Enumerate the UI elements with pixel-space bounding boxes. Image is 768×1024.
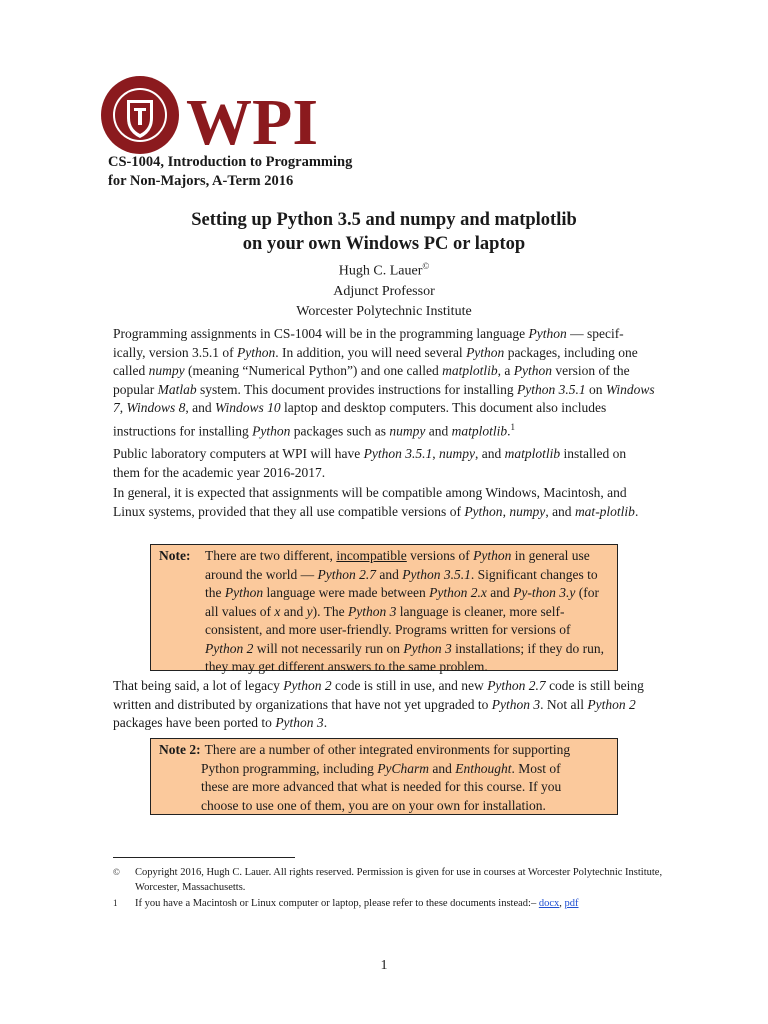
pdf-link[interactable]: pdf: [564, 898, 579, 909]
footnote-1: [113, 896, 673, 911]
author-role: Adjunct Professor: [333, 283, 435, 299]
footnote-mark: 1: [113, 898, 118, 908]
note-box-versions: [150, 544, 618, 674]
title-line-2: on your own Windows PC or laptop: [242, 234, 526, 254]
wpi-logo: [100, 74, 318, 159]
author-name: Hugh C. Lauer: [338, 263, 423, 279]
footnote-copyright: [113, 865, 673, 895]
paragraph-compatibility: In general, it is expected that assignments will be compatible among Windows, Macintosh, and Linux systems, provided that they all use compatible versions of Python, numpy, and mat-plotlib.: [113, 485, 639, 519]
footnote-text: If you have a Macintosh or Linux computer or laptop, please refer to these documents instead:– docx, pdf: [135, 898, 579, 909]
page-number: 1: [380, 958, 388, 973]
course-header: [108, 153, 352, 190]
paragraph-legacy: That being said, a lot of legacy Python 2 code is still in use, and new Python 2.7 code is still being written and distributed by organizations that have not yet upgraded to Python 3. Not all Python 2 packages have been ported to Python 3.: [113, 678, 644, 730]
note-box-ides: [150, 738, 618, 815]
footnote-separator: [113, 857, 295, 858]
author-block: [0, 256, 768, 322]
author-institution: Worcester Polytechnic Institute: [296, 303, 472, 319]
wpi-wordmark: WPI: [186, 86, 318, 159]
footnote-text: Copyright 2016, Hugh C. Lauer. All rights reserved. Permission is given for use in courses at Worcester Polytechnic Institute, Worcester, Massachusetts.: [135, 867, 663, 893]
paragraph-intro: Programming assignments in CS-1004 will be in the programming language Python — specif-ically, version 3.5.1 of Python. In addition, you will need several Python packages, including one called numpy (meaning “Numerical Python”) and one called matplotlib, a Python version of the popular Matlab system. This document provides instructions for installing Python 3.5.1 on Windows 7, Windows 8, and Windows 10 laptop and desktop computers. This document also includes instructions for installing Python packages such as numpy and matplotlib.$^1$: [113, 326, 655, 438]
author-name-line: [0, 256, 768, 282]
course-line-1: CS-1004, Introduction to Programming: [108, 154, 353, 170]
note-label: Note 2:: [159, 742, 201, 757]
note-label: Note:: [159, 548, 191, 563]
wpi-seal-icon: [101, 76, 179, 154]
footnote-mark: ©: [113, 867, 120, 877]
note-text: There are two different, incompatible versions of Python in general use around the world — Python 2.7 and Python 3.5.1. Significant changes to the Python language were made between Python 2.x and Py-thon 3.y (for all values of x and y). The Python 3 language is cleaner, more self-consistent, and more user-friendly. Programs written for versions of Python 2 will not necessarily run on Python 3 installations; if they do run, they may get different answers to the same problem.: [205, 548, 604, 674]
title-line-1: Setting up Python 3.5 and numpy and matplotlib: [191, 210, 577, 230]
course-line-2: for Non-Majors, A-Term 2016: [108, 172, 294, 189]
copyright-mark: ©: [422, 261, 430, 271]
docx-link[interactable]: docx: [538, 898, 560, 909]
paragraph-lab-computers: Public laboratory computers at WPI will have Python 3.5.1, numpy, and matplotlib installed on them for the academic year 2016-2017.: [113, 446, 627, 480]
document-title: [0, 208, 768, 256]
note-text: There are a number of other integrated environments for supporting Python programming, including PyCharm and Enthought. Most of these are more advanced that what is needed for this course. If you choose to use one of them, you are on your own for installation.: [201, 742, 571, 813]
